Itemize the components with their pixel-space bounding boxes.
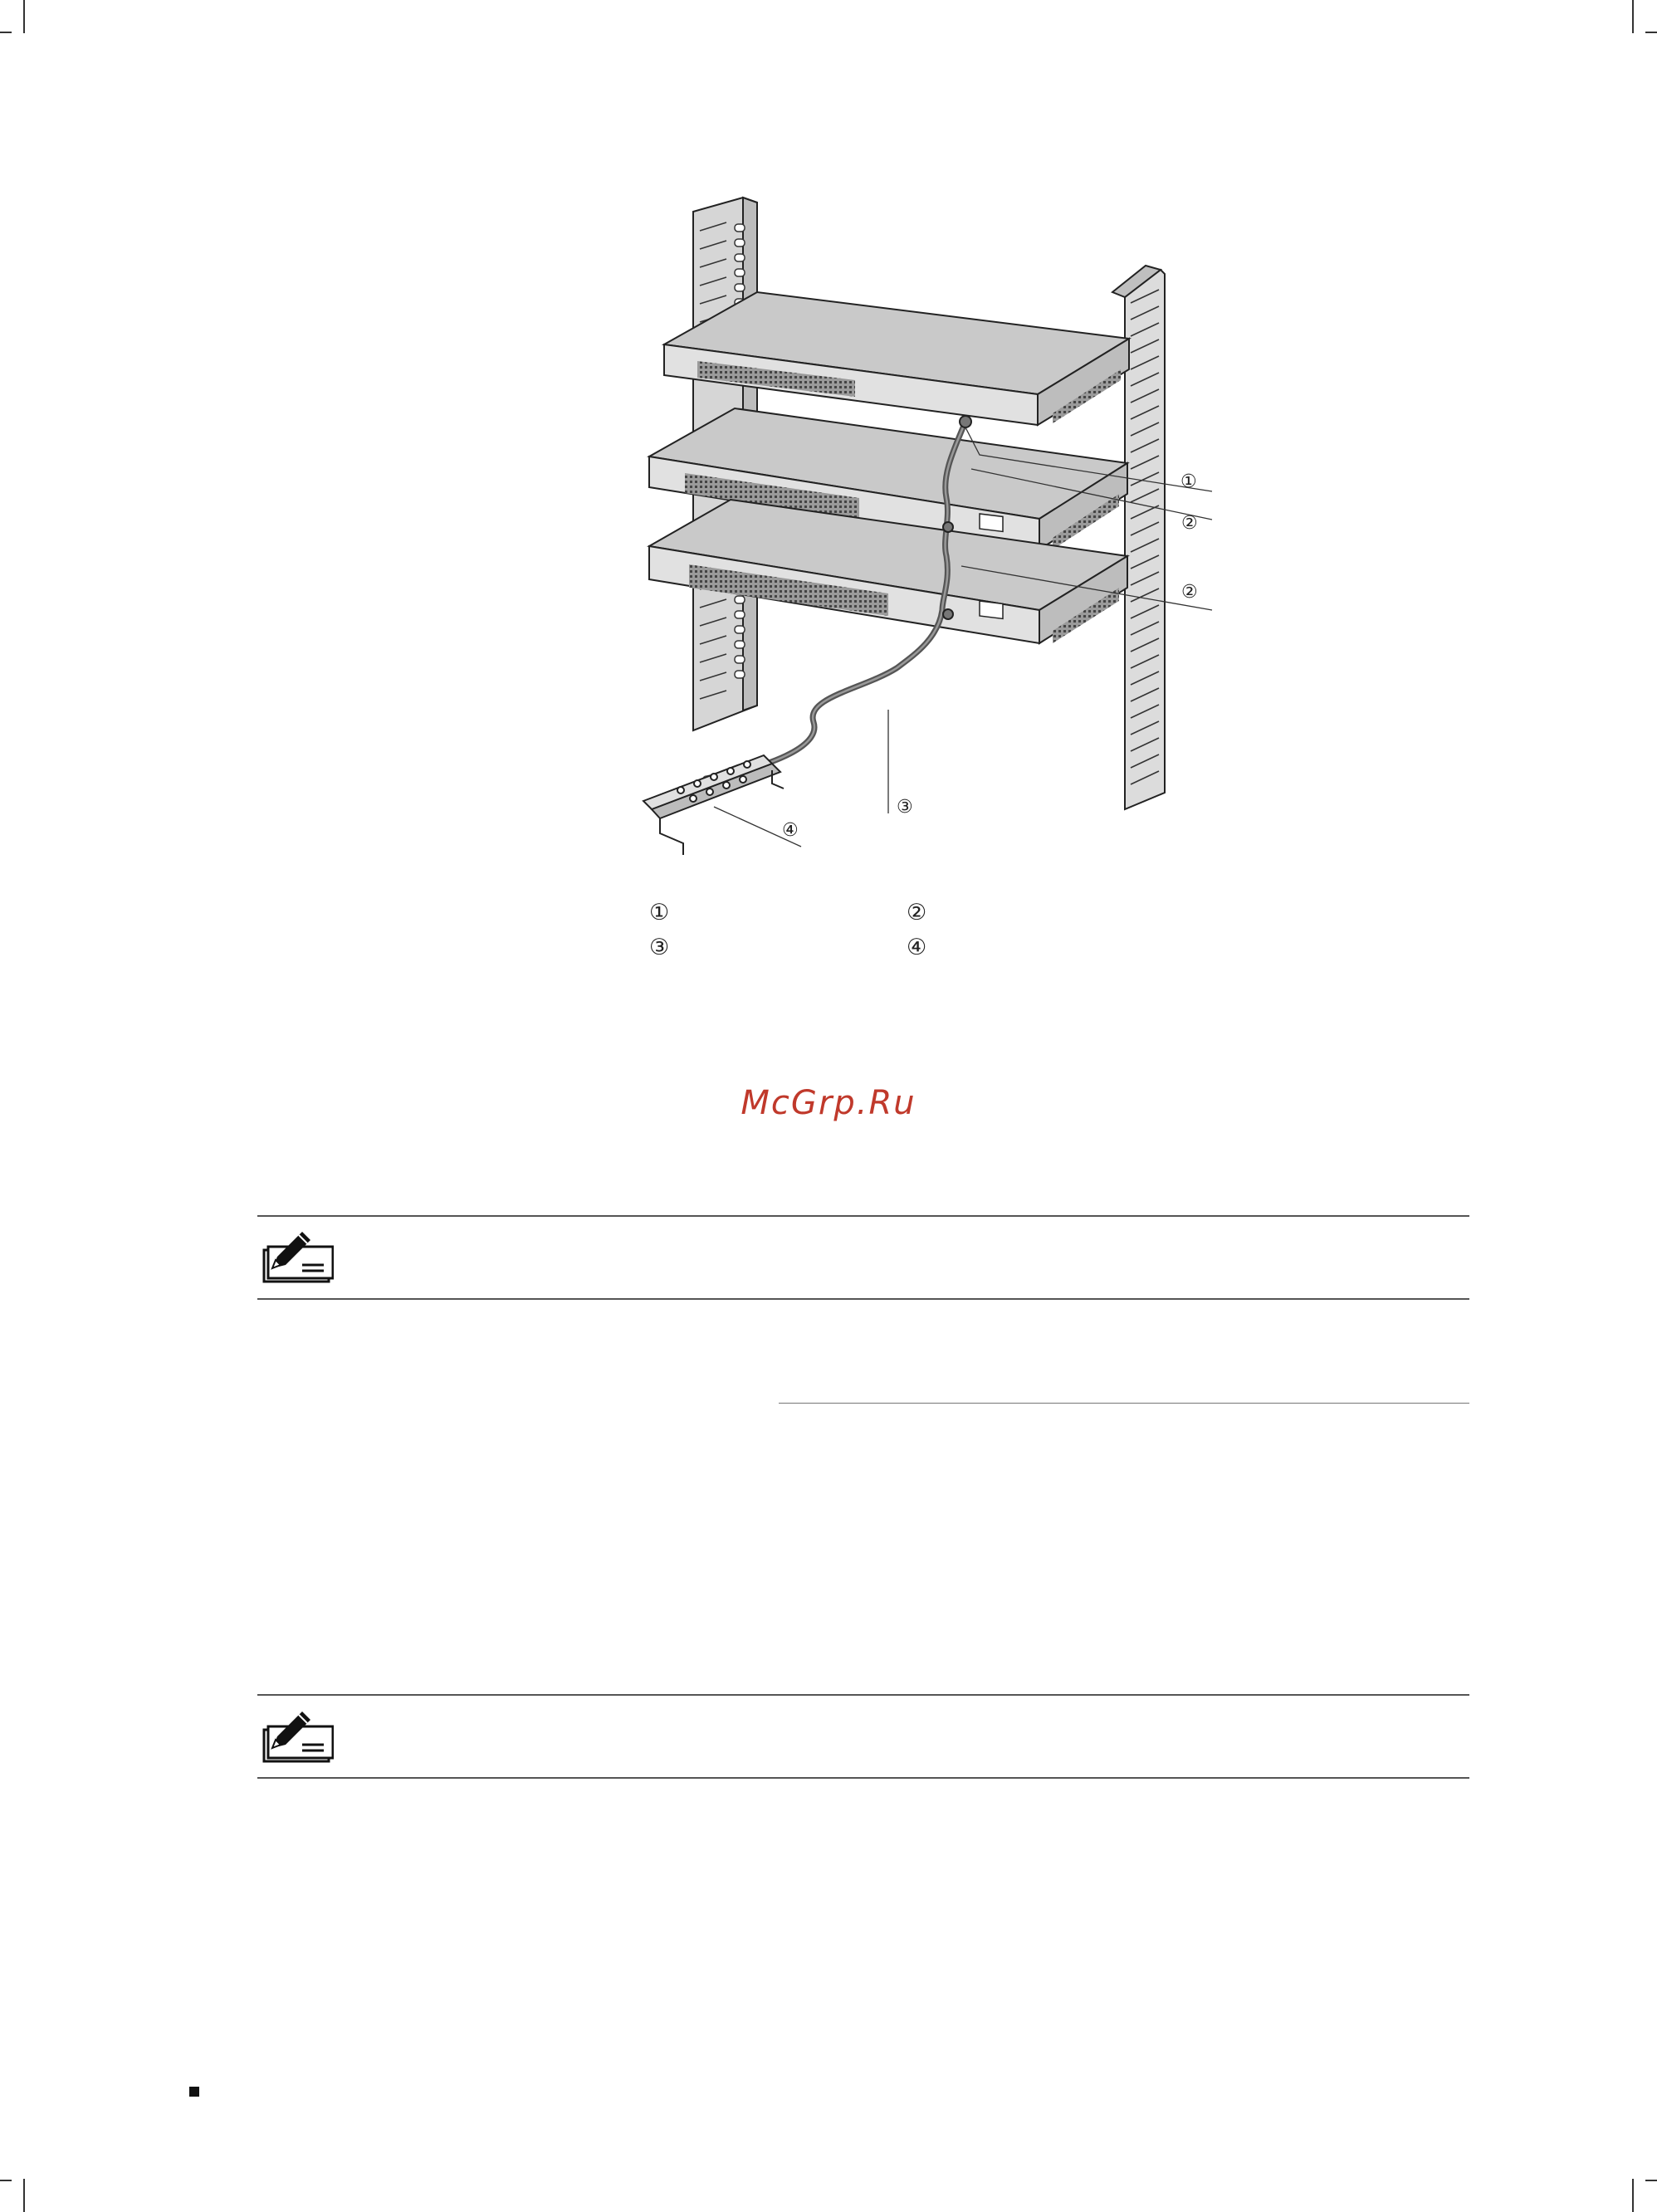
callout-1: ① [1180,471,1197,492]
note-1-top-rule [257,1215,1469,1217]
crop-mark-top-right-h [1645,32,1657,33]
callout-2-upper: ② [1181,513,1198,534]
crop-mark-bottom-left [23,2179,25,2212]
crop-mark-top-left-h [0,32,12,33]
crop-mark-bottom-left-h [0,2180,12,2181]
crop-mark-top-left [23,0,25,33]
note-2-top-rule [257,1694,1469,1696]
callout-4: ④ [782,820,799,841]
callout-3: ③ [897,797,913,818]
rack-grounding-figure [614,191,1245,888]
legend-item-3: ③ [649,935,670,960]
legend-item-4: ④ [907,935,927,960]
callout-2-lower: ② [1181,582,1198,603]
watermark: McGrp.Ru [741,1084,916,1122]
legend-item-1: ① [649,900,670,925]
note-pencil-icon [261,1227,334,1285]
ground-bar [643,755,784,855]
crop-mark-bottom-right [1632,2179,1634,2212]
section-separator-rule [779,1403,1469,1404]
footer-bullet [189,2087,199,2097]
note-1-bottom-rule [257,1298,1469,1300]
crop-mark-bottom-right-h [1645,2180,1657,2181]
note-pencil-icon [261,1707,334,1765]
legend-item-2: ② [907,900,927,925]
crop-mark-top-right [1632,0,1634,33]
note-2-bottom-rule [257,1777,1469,1779]
rack-grounding-illustration [614,191,1245,888]
